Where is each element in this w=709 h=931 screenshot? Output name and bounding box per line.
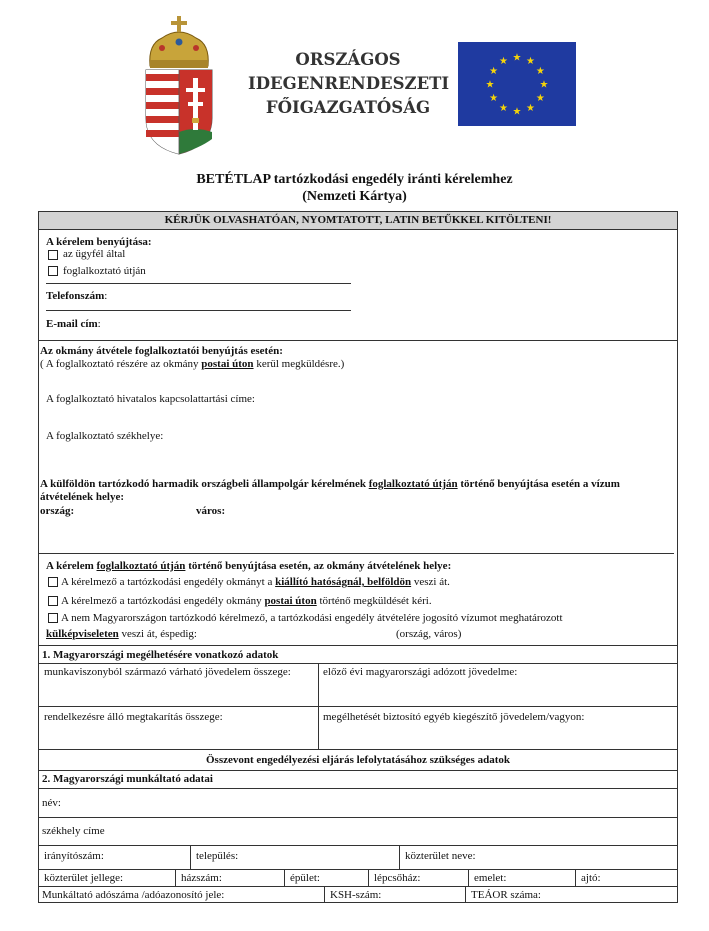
form-title-bold: BETÉTLAP: [196, 172, 271, 187]
floor-field[interactable]: emelet:: [474, 872, 507, 884]
employer-seat-field[interactable]: A foglalkoztató székhelye:: [46, 430, 164, 442]
option-by-employer: foglalkoztató útján: [63, 265, 146, 277]
eu-star-icon: ★: [489, 66, 499, 77]
option-authority-pickup: A kérelmező a tartózkodási engedély okmányt a kiállító hatóságnál, belföldön veszi át.: [61, 576, 450, 588]
employer-contact-address-field[interactable]: A foglalkoztató hivatalos kapcsolattartási címe:: [46, 393, 255, 405]
visa-country-field[interactable]: ország:: [40, 505, 75, 517]
org-line-1: ORSZÁGOS: [295, 50, 401, 69]
pickup-heading: Az okmány átvétele foglalkoztatói benyújtás esetén:: [40, 345, 283, 357]
email-label: E-mail cím: [46, 318, 98, 330]
previous-income-field[interactable]: előző évi magyarországi adózott jövedelme:: [323, 666, 518, 678]
submission-heading: A kérelem benyújtása:: [46, 236, 152, 248]
expected-income-field[interactable]: munkaviszonyból származó várható jövedelem összege:: [44, 666, 291, 678]
consulate-line[interactable]: külképviseleten veszi át, éspedig:: [46, 628, 197, 640]
zip-code-field[interactable]: irányítószám:: [44, 850, 104, 862]
street-name-field[interactable]: közterület neve:: [405, 850, 476, 862]
section2-heading: 2. Magyarországi munkáltató adatai: [42, 773, 213, 785]
option-by-client: az ügyfél által: [63, 248, 126, 260]
option-consulate-pickup: A nem Magyarországon tartózkodó kérelmező, a tartózkodási engedély átvételére jogosító vízumot meghatározott: [61, 612, 563, 624]
checkbox-by-employer[interactable]: [48, 266, 58, 276]
eu-flag-icon: [458, 42, 576, 126]
checkbox-by-client[interactable]: [48, 250, 58, 260]
notice-bar: KÉRJÜK OLVASHATÓAN, NYOMTATOTT, LATIN BETŰKKEL KITÖLTENI!: [38, 211, 678, 230]
form-title: [0, 172, 709, 188]
hungarian-coat-of-arms-icon: [140, 14, 218, 156]
checkbox-postal-delivery[interactable]: [48, 596, 58, 606]
eu-star-icon: ★: [526, 102, 535, 114]
house-number-field[interactable]: házszám:: [181, 872, 222, 884]
checkbox-authority-pickup[interactable]: [48, 577, 58, 587]
building-field[interactable]: épület:: [290, 872, 320, 884]
email-field[interactable]: E-mail cím:: [46, 318, 101, 330]
other-income-field[interactable]: megélhetését biztosító egyéb kiegészítő jövedelem/vagyon:: [323, 711, 585, 723]
street-type-field[interactable]: közterület jellege:: [44, 872, 124, 884]
visa-heading: A külföldön tartózkodó harmadik országbeli állampolgár kérelmének foglalkoztató útján történő benyújtása esetén a vízum: [40, 478, 620, 490]
eu-star-icon: ★: [485, 79, 495, 91]
eu-star-icon: ★: [535, 93, 545, 104]
combined-procedure-heading: Összevont engedélyezési eljárás lefolytatásához szükséges adatok: [206, 754, 510, 766]
teaor-number-field[interactable]: TEÁOR száma:: [471, 889, 541, 901]
phone-label: Telefonszám: [46, 290, 105, 302]
eu-star-icon: ★: [489, 93, 499, 104]
eu-flag: [458, 42, 576, 126]
eu-star-icon: ★: [499, 102, 508, 114]
doc-pickup-heading: A kérelem foglalkoztató útján történő benyújtása esetén, az okmány átvételének helye:: [46, 560, 452, 572]
eu-star-icon: ★: [539, 79, 549, 91]
organization-name: [248, 48, 448, 120]
visa-city-field[interactable]: város:: [196, 505, 226, 517]
org-line-3: FŐIGAZGATÓSÁG: [265, 98, 431, 117]
employer-seat-address-field[interactable]: székhely címe: [42, 825, 105, 837]
form-subtitle: (Nemzeti Kártya): [302, 189, 407, 204]
eu-star-icon: ★: [512, 106, 522, 118]
coat-of-arms-logo: [140, 14, 218, 156]
option-postal-delivery: A kérelmező a tartózkodási engedély okmány postai úton történő megküldését kéri.: [61, 595, 432, 607]
section1-heading: 1. Magyarországi megélhetésére vonatkozó adatok: [42, 649, 279, 661]
visa-heading-line2: átvételének helye:: [40, 491, 124, 503]
door-field[interactable]: ajtó:: [581, 872, 601, 884]
org-line-2: IDEGENRENDESZETI: [248, 74, 450, 93]
staircase-field[interactable]: lépcsőház:: [374, 872, 421, 884]
phone-field[interactable]: Telefonszám:: [46, 290, 108, 302]
eu-star-icon: ★: [535, 66, 545, 77]
ksh-number-field[interactable]: KSH-szám:: [330, 889, 382, 901]
consulate-hint: (ország, város): [396, 628, 462, 640]
eu-star-icon: ★: [526, 56, 535, 68]
eu-star-icon: ★: [512, 52, 522, 64]
checkbox-consulate-pickup[interactable]: [48, 613, 58, 623]
eu-star-icon: ★: [499, 56, 508, 68]
employer-name-field[interactable]: név:: [42, 797, 61, 809]
employer-tax-id-field[interactable]: Munkáltató adószáma /adóazonosító jele:: [42, 889, 225, 901]
pickup-note: ( A foglalkoztató részére az okmány postai úton kerül megküldésre.): [40, 358, 345, 370]
savings-field[interactable]: rendelkezésre álló megtakarítás összege:: [44, 711, 223, 723]
town-field[interactable]: település:: [196, 850, 239, 862]
form-title-rest: tartózkodási engedély iránti kérelemhez: [270, 172, 513, 187]
